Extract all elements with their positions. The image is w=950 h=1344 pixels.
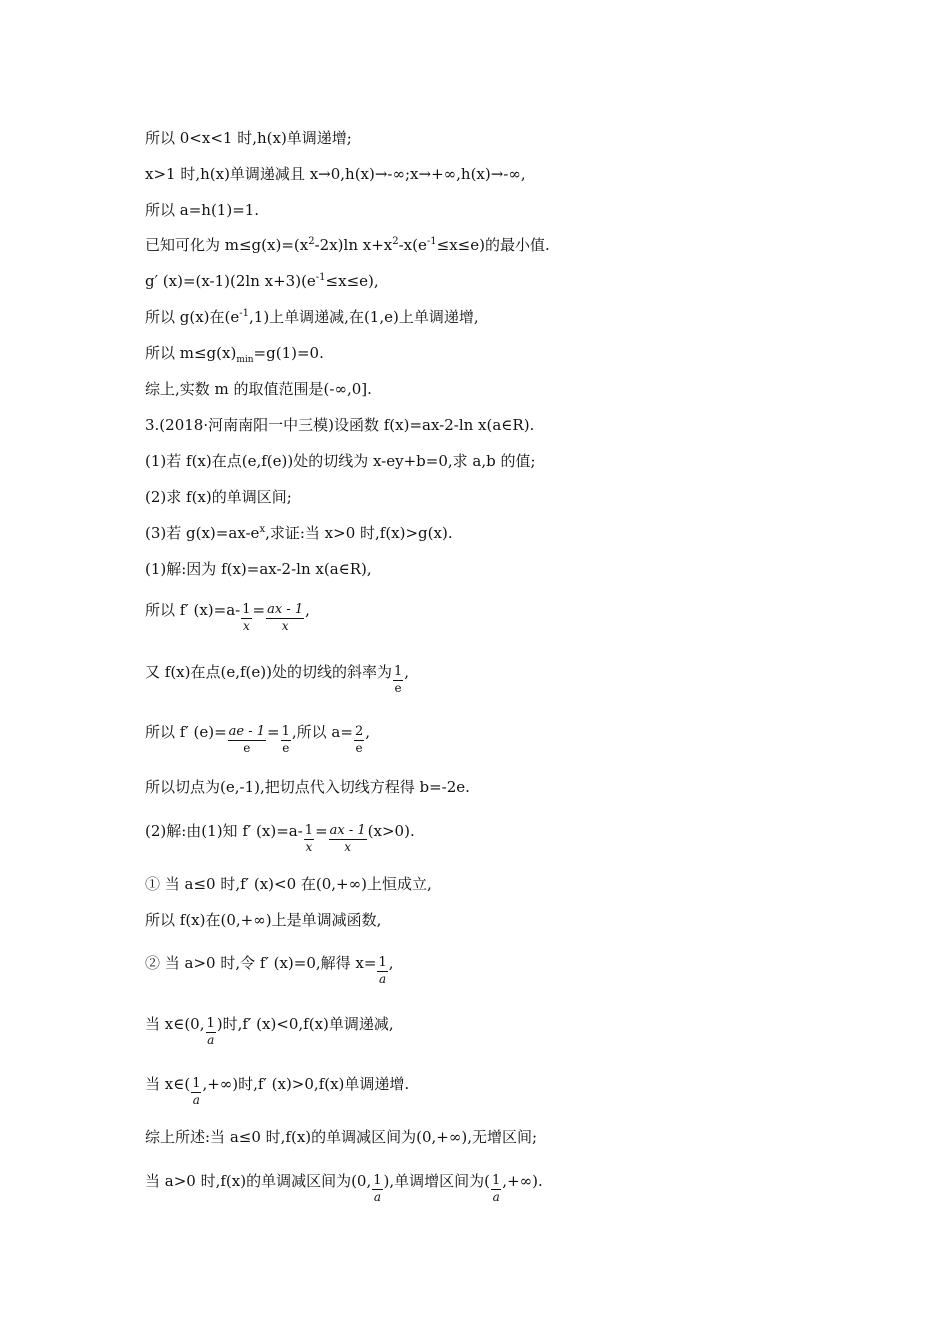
- text-line: 所以 g(x)在$(e^{-1},1)$上单调递减,在(1,e)上单调递增,: [145, 308, 479, 326]
- text-line: (3)若 $g(x)=ax-e^x$,求证:当 x>0 时,f(x)>g(x).: [145, 524, 453, 542]
- text-line: 所以 f′ (x)=a- $\frac{1}{x}$ = $\frac{ax - 1}{x}$ ,: [145, 601, 310, 633]
- fraction: $\frac{1}{x}$: [304, 823, 314, 854]
- text-line: 所以 $m\le g(x)_{min}=g(1)=0$.: [145, 344, 324, 365]
- problem-statement: 3.(2018·河南南阳一中三模)设函数 f(x)=ax-2-ln x(a∈R).: [145, 416, 535, 434]
- text-line: 综上所述:当 a≤0 时,f(x)的单调减区间为(0,+∞),无增区间;: [145, 1128, 538, 1146]
- fraction: $\frac{1}{a}$: [192, 1076, 201, 1107]
- text-line: 所以 a=h(1)=1.: [145, 201, 260, 219]
- fraction: $\frac{2}{e}$: [354, 724, 364, 755]
- fraction: $\frac{1}{a}$: [373, 1173, 382, 1204]
- fraction: $\frac{1}{e}$: [393, 664, 403, 695]
- text-line: 所以切点为(e,-1),把切点代入切线方程得 b=-2e.: [145, 778, 470, 796]
- text-line: (2)求 f(x)的单调区间;: [145, 488, 292, 506]
- text-line: 所以 f(x)在(0,+∞)上是单调减函数,: [145, 911, 382, 929]
- text-line: 所以 f′ (e)= $\frac{ae - 1}{e}$ = $\frac{1}{e}$ ,所以 a= $\frac{2}{e}$ ,: [145, 723, 371, 755]
- text-line: (1)解:因为 f(x)=ax-2-ln x(a∈R),: [145, 560, 372, 578]
- fraction: $\frac{ae - 1}{e}$: [228, 724, 266, 755]
- fraction: $\frac{1}{x}$: [242, 602, 251, 633]
- fraction: $\frac{1}{a}$: [206, 1016, 215, 1047]
- text-line: x>1 时,h(x)单调递减且 x→0,h(x)→-∞;x→+∞,h(x)→-∞,: [145, 165, 526, 183]
- text-line: (1)若 f(x)在点(e,f(e))处的切线为 x-ey+b=0,求 a,b 的值;: [145, 452, 536, 470]
- text-line: ② 当 a>0 时,令 f′ (x)=0,解得 x= $\frac{1}{a}$ ,: [145, 954, 394, 986]
- text-line: 当 x∈(0, $\frac{1}{a}$ )时,f′ (x)<0,f(x)单调递减,: [145, 1015, 394, 1047]
- text-line: 已知可化为 $m\le g(x)=(x^2-2x)\ln$ $x+x^2-x(e^{-1}\le x\le e)$的最小值.: [145, 236, 550, 254]
- fraction: $\frac{ax - 1}{x}$: [267, 602, 304, 633]
- fraction: $\frac{1}{a}$: [492, 1173, 501, 1204]
- fraction: $\frac{1}{a}$: [378, 955, 387, 986]
- text-line: 当 x∈( $\frac{1}{a}$ ,+∞)时,f′ (x)>0,f(x)单调递增.: [145, 1075, 410, 1107]
- text-line: 当 a>0 时,f(x)的单调减区间为(0, $\frac{1}{a}$ ),单调增区间为( $\frac{1}{a}$ ,+∞).: [145, 1172, 543, 1204]
- fraction: $\frac{1}{e}$: [281, 724, 290, 755]
- text-line: g′ (x)=(x-1)(2ln $x+3)(e^{-1}\le x\le e)$,: [145, 272, 379, 290]
- text-line: 综上,实数 m 的取值范围是(-∞,0].: [145, 380, 372, 398]
- text-line: ① 当 a≤0 时,f′ (x)<0 在(0,+∞)上恒成立,: [145, 875, 432, 893]
- text-line: (2)解:由(1)知 f′ (x)=a- $\frac{1}{x}$ = $\frac{ax - 1}{x}$ (x>0).: [145, 822, 415, 854]
- fraction: $\frac{ax - 1}{x}$: [329, 823, 366, 854]
- text-line: 所以 0<x<1 时,h(x)单调递增;: [145, 129, 352, 147]
- text-line: 又 f(x)在点(e,f(e))处的切线的斜率为 $\frac{1}{e}$ ,: [145, 663, 410, 695]
